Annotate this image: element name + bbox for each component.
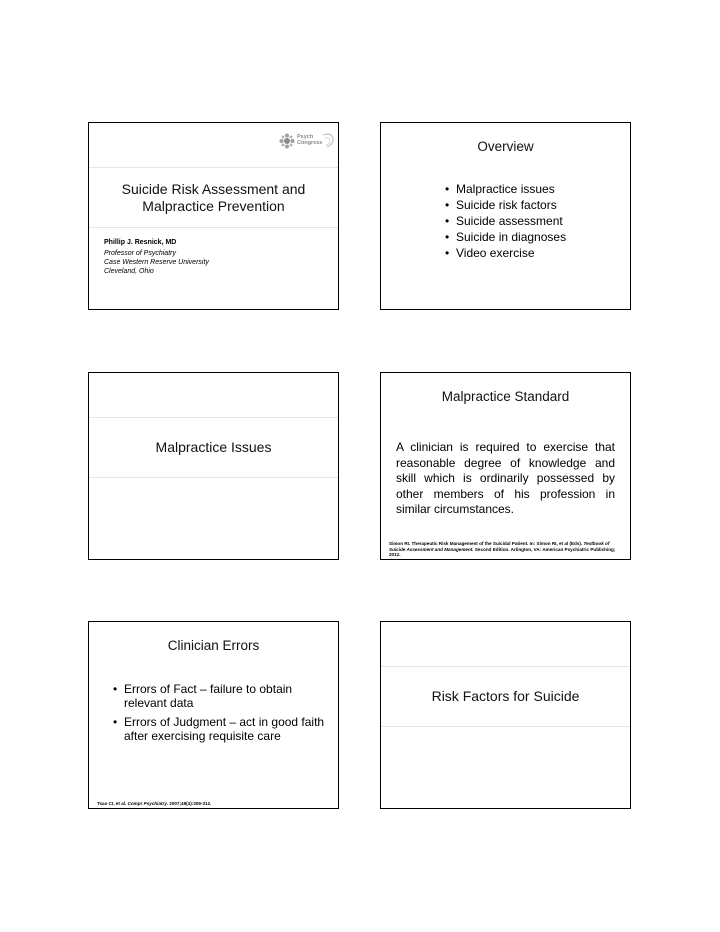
slide-title: [88, 122, 339, 310]
author-city: Cleveland, Ohio: [104, 268, 154, 275]
slide-malpractice-issues: [88, 372, 339, 560]
list-item: • Suicide assessment: [445, 213, 566, 229]
author-org: Case Western Reserve University: [104, 259, 209, 266]
overview-list: [445, 181, 566, 261]
title-line-1: Suicide Risk Assessment and: [121, 181, 306, 197]
title-line-2: Malpractice Prevention: [142, 198, 285, 214]
slide-clinician-errors: [88, 621, 339, 809]
slide-heading: Clinician Errors: [167, 638, 260, 653]
citation: Tsao CI, et al. Compr Psychiatry. 2007;48(4):309-312.: [97, 801, 212, 806]
logo-line-2: Congress: [297, 140, 323, 146]
slide-title-text: [99, 181, 328, 215]
errors-list: [113, 682, 333, 748]
author-role: Professor of Psychiatry: [104, 250, 176, 257]
logo-emblem-icon: [279, 133, 295, 149]
citation: Simon RI. Therapeutic Risk Management of the Suicidal Patient. In: Simon RI, et al (Eds). Textbook of Suicide Assessment and Management. Second Edition. Arlington, VA: American Psychiatric Publishing; 2012.: [389, 541, 616, 558]
slide-title-text: Risk Factors for Suicide: [431, 688, 580, 704]
psych-congress-logo: [279, 131, 335, 151]
logo-swirl-icon: [321, 132, 335, 150]
list-item: • Suicide risk factors: [445, 197, 566, 213]
logo-line-1: Psych: [297, 134, 314, 140]
list-item: • Errors of Fact – failure to obtain relevant data: [113, 682, 333, 710]
list-item: • Malpractice issues: [445, 181, 566, 197]
author-name: Phillip J. Resnick, MD: [104, 239, 177, 246]
slide-title-text: Malpractice Issues: [155, 439, 272, 455]
list-item: • Video exercise: [445, 245, 566, 261]
slide-malpractice-standard: [380, 372, 631, 560]
slide-overview: [380, 122, 631, 310]
divider-bottom: [89, 227, 338, 228]
divider-bottom: [89, 477, 338, 478]
divider-top: [89, 167, 338, 168]
slide-heading: Malpractice Standard: [441, 389, 570, 404]
divider-bottom: [381, 726, 630, 727]
list-item: • Errors of Judgment – act in good faith after exercising requisite care: [113, 715, 333, 743]
divider-top: [89, 417, 338, 418]
author-block: [104, 239, 209, 276]
slide-risk-factors: [380, 621, 631, 809]
divider-top: [381, 666, 630, 667]
slide-heading: Overview: [477, 139, 534, 154]
list-item: • Suicide in diagnoses: [445, 229, 566, 245]
standard-definition: A clinician is required to exercise that reasonable degree of knowledge and skill which is ordinarily possessed by other members of his profession in similar circumstances.: [396, 440, 615, 516]
